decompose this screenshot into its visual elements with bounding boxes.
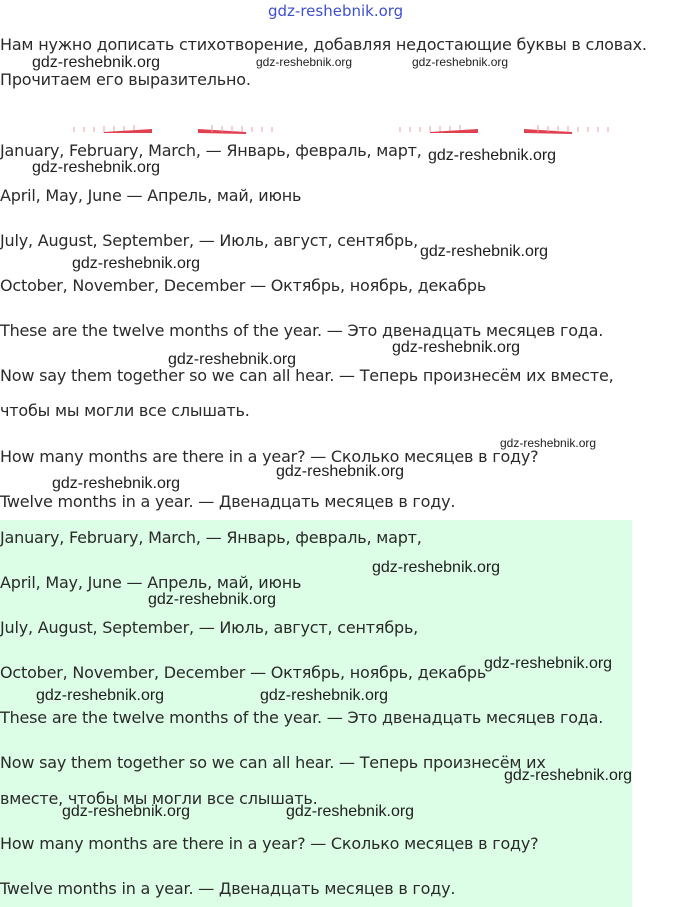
divider-decoration-1 xyxy=(70,123,160,135)
watermark: gdz-reshebnik.org xyxy=(260,687,389,704)
watermark: gdz-reshebnik.org xyxy=(32,159,161,176)
watermark: gdz-reshebnik.org xyxy=(32,54,161,71)
answer-line: These are the twelve months of the year. — Это двенадцать месяцев года. xyxy=(0,708,604,727)
watermark: gdz-reshebnik.org xyxy=(168,351,297,368)
watermark: gdz-reshebnik.org xyxy=(420,243,549,260)
poem-line: April, May, June — Апрель, май, июнь xyxy=(0,186,302,205)
answer-line: October, November, December — Октябрь, ноябрь, декабрь xyxy=(0,663,487,682)
watermark: gdz-reshebnik.org xyxy=(286,803,415,820)
answer-line: Now say them together so we can all hear. — Теперь произнесём их xyxy=(0,753,546,772)
watermark: gdz-reshebnik.org xyxy=(148,591,277,608)
divider-decoration-4 xyxy=(522,123,618,135)
intro-line-2: Прочитаем его выразительно. xyxy=(0,70,251,89)
watermark: gdz-reshebnik.org xyxy=(500,436,597,450)
watermark: gdz-reshebnik.org xyxy=(276,463,405,480)
watermark: gdz-reshebnik.org xyxy=(256,55,353,69)
watermark: gdz-reshebnik.org xyxy=(412,55,509,69)
poem-line: October, November, December — Октябрь, ноябрь, декабрь xyxy=(0,276,487,295)
poem-line: January, February, March, — Январь, февраль, март, xyxy=(0,141,422,160)
poem-line: July, August, September, — Июль, август, сентябрь, xyxy=(0,231,419,250)
divider-decoration-3 xyxy=(396,123,486,135)
divider-decoration-2 xyxy=(196,123,286,135)
watermark: gdz-reshebnik.org xyxy=(392,339,521,356)
poem-line: чтобы мы могли все слышать. xyxy=(0,401,250,420)
answer-line: January, February, March, — Январь, февраль, март, xyxy=(0,528,422,547)
poem-line: These are the twelve months of the year. — Это двенадцать месяцев года. xyxy=(0,321,604,340)
site-header-link[interactable]: gdz-reshebnik.org xyxy=(268,2,404,20)
watermark: gdz-reshebnik.org xyxy=(36,687,165,704)
watermark: gdz-reshebnik.org xyxy=(372,559,501,576)
answer-line: Twelve months in a year. — Двенадцать месяцев в году. xyxy=(0,879,456,898)
watermark: gdz-reshebnik.org xyxy=(72,255,201,272)
answer-line: How many months are there in a year? — Сколько месяцев в году? xyxy=(0,834,539,853)
answer-line: July, August, September, — Июль, август, сентябрь, xyxy=(0,618,419,637)
answer-line: вместе, чтобы мы могли все слышать. xyxy=(0,789,318,808)
watermark: gdz-reshebnik.org xyxy=(484,655,613,672)
watermark: gdz-reshebnik.org xyxy=(504,767,633,784)
watermark: gdz-reshebnik.org xyxy=(52,475,181,492)
poem-line: How many months are there in a year? — Сколько месяцев в году? xyxy=(0,447,539,466)
watermark: gdz-reshebnik.org xyxy=(62,803,191,820)
answer-line: April, May, June — Апрель, май, июнь xyxy=(0,573,302,592)
watermark: gdz-reshebnik.org xyxy=(428,147,557,164)
poem-line: Now say them together so we can all hear. — Теперь произнесём их вместе, xyxy=(0,366,614,385)
poem-line: Twelve months in a year. — Двенадцать месяцев в году. xyxy=(0,492,456,511)
intro-line-1: Нам нужно дописать стихотворение, добавляя недостающие буквы в словах. xyxy=(0,35,647,54)
